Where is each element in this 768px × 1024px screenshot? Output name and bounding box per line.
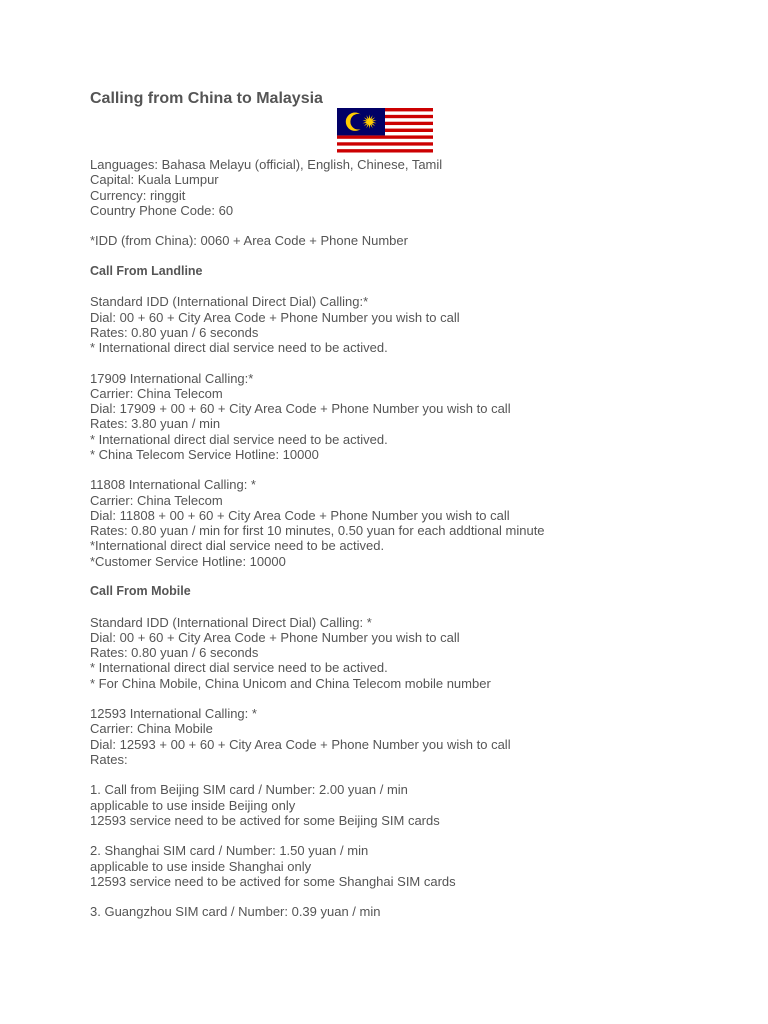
- spacer: [90, 249, 730, 264]
- calling-17909-hotline: * China Telecom Service Hotline: 10000: [90, 446, 319, 462]
- page-title: Calling from China to Malaysia: [90, 90, 323, 107]
- landline-standard-rates: Rates: 0.80 yuan / 6 seconds: [90, 324, 259, 340]
- calling-12593-title: 12593 International Calling: *: [90, 706, 257, 721]
- flag-stripe: [337, 142, 433, 145]
- phone-code-line: Country Phone Code: 60: [90, 202, 234, 218]
- spacer: [90, 279, 730, 294]
- spacer: [90, 569, 730, 584]
- beijing-restriction: applicable to use inside Beijing only: [90, 797, 296, 813]
- flag-stripe: [337, 139, 433, 142]
- mobile-standard-dial: Dial: 00 + 60 + City Area Code + Phone Number you wish to call: [90, 629, 460, 645]
- shanghai-rate: 2. Shanghai SIM card / Number: 1.50 yuan / min: [90, 843, 369, 859]
- mobile-standard-rates: Rates: 0.80 yuan / 6 seconds: [90, 645, 259, 660]
- spacer: [90, 462, 730, 477]
- guangzhou-rate: 3. Guangzhou SIM card / Number: 0.39 yuan / min: [90, 904, 381, 920]
- calling-17909-title: 17909 International Calling:*: [90, 370, 254, 386]
- spacer: [90, 767, 730, 782]
- calling-17909-carrier: Carrier: China Telecom: [90, 385, 223, 401]
- calling-11808-rates: Rates: 0.80 yuan / min for first 10 minutes, 0.50 yuan for each addtional minute: [90, 523, 545, 538]
- malaysia-flag-icon: [337, 108, 433, 156]
- languages-line: Languages: Bahasa Melayu (official), English, Chinese, Tamil: [90, 157, 443, 172]
- spacer: [90, 218, 730, 233]
- calling-12593-carrier: Carrier: China Mobile: [90, 721, 213, 737]
- shanghai-restriction: applicable to use inside Shanghai only: [90, 858, 312, 874]
- calling-11808-note: *International direct dial service need to be actived.: [90, 538, 385, 554]
- shanghai-activation: 12593 service need to be actived for some Shanghai SIM cards: [90, 873, 456, 889]
- landline-standard-dial: Dial: 00 + 60 + City Area Code + Phone Number you wish to call: [90, 309, 460, 325]
- spacer: [90, 599, 730, 614]
- currency-line: Currency: ringgit: [90, 187, 186, 203]
- flag-crescent-cut: [350, 114, 366, 130]
- flag-stripe: [337, 135, 433, 138]
- calling-17909-rates: Rates: 3.80 yuan / min: [90, 416, 221, 432]
- mobile-standard-carriers: * For China Mobile, China Unicom and China Telecom mobile number: [90, 675, 491, 691]
- flag-stripe: [337, 149, 433, 152]
- spacer: [90, 691, 730, 706]
- landline-heading: Call From Landline: [90, 263, 203, 278]
- landline-standard-note: * International direct dial service need to be actived.: [90, 340, 388, 355]
- mobile-standard-title: Standard IDD (International Direct Dial) Calling: *: [90, 614, 372, 630]
- flag-stripe: [337, 146, 433, 149]
- beijing-rate: 1. Call from Beijing SIM card / Number: 2.00 yuan / min: [90, 782, 408, 798]
- spacer: [90, 355, 730, 370]
- calling-11808-dial: Dial: 11808 + 00 + 60 + City Area Code + Phone Number you wish to call: [90, 507, 510, 523]
- calling-11808-title: 11808 International Calling: *: [90, 477, 256, 493]
- calling-12593-dial: Dial: 12593 + 00 + 60 + City Area Code + Phone Number you wish to call: [90, 736, 511, 752]
- calling-17909-note: * International direct dial service need to be actived.: [90, 431, 388, 447]
- document-page: [90, 88, 730, 920]
- calling-17909-dial: Dial: 17909 + 00 + 60 + City Area Code + Phone Number you wish to call: [90, 401, 511, 416]
- document-body: [90, 157, 730, 920]
- mobile-standard-note: * International direct dial service need to be actived.: [90, 660, 388, 676]
- beijing-activation: 12593 service need to be actived for some Beijing SIM cards: [90, 812, 440, 828]
- landline-standard-title: Standard IDD (International Direct Dial) Calling:*: [90, 294, 369, 310]
- spacer: [90, 889, 730, 904]
- flag-stripe: [337, 153, 433, 156]
- capital-line: Capital: Kuala Lumpur: [90, 172, 219, 188]
- idd-line: *IDD (from China): 0060 + Area Code + Phone Number: [90, 233, 408, 249]
- mobile-heading: Call From Mobile: [90, 584, 191, 598]
- calling-11808-hotline: *Customer Service Hotline: 10000: [90, 553, 286, 569]
- spacer: [90, 828, 730, 843]
- calling-12593-rates: Rates:: [90, 751, 128, 767]
- calling-11808-carrier: Carrier: China Telecom: [90, 492, 223, 508]
